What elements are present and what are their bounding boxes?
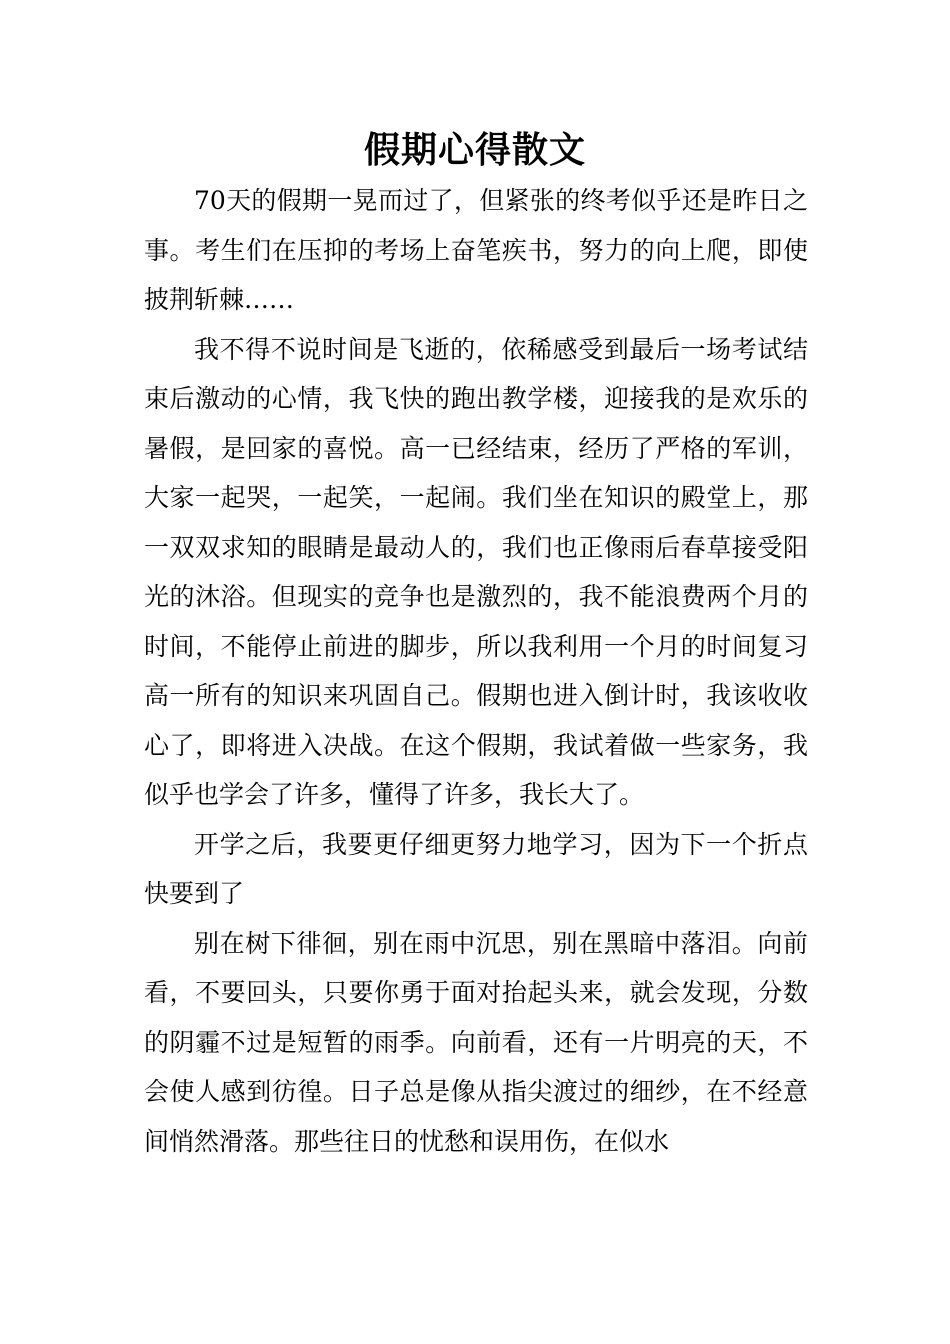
paragraph-1: 70天的假期一晃而过了，但紧张的终考似乎还是昨日之事。考生们在压抑的考场上奋笔疾书，努力的向上爬，即使披荆斩棘…… <box>144 186 808 314</box>
paragraph-3: 开学之后，我要更仔细更努力地学习，因为下一个折点快要到了 <box>144 829 808 908</box>
document-body <box>144 176 808 1166</box>
document-title: 假期心得散文 <box>363 129 586 171</box>
paragraph-4: 别在树下徘徊，别在雨中沉思，别在黑暗中落泪。向前看，不要回头，只要你勇于面对抬起头来，就会发现，分数的阴霾不过是短暂的雨季。向前看，还有一片明亮的天，不会使人感到彷徨。日子总是像从指尖渡过的细纱，在不经意间悄然滑落。那些往日的忧愁和误用伤，在似水 <box>144 928 808 1156</box>
paragraph-2: 我不得不说时间是飞逝的，依稀感受到最后一场考试结束后激动的心情，我飞快的跑出教学楼，迎接我的是欢乐的暑假，是回家的喜悦。高一已经结束，经历了严格的军训，大家一起哭，一起笑，一起闹。我们坐在知识的殿堂上，那一双双求知的眼睛是最动人的，我们也正像雨后春草接受阳光的沐浴。但现实的竞争也是激烈的，我不能浪费两个月的时间，不能停止前进的脚步，所以我利用一个月的时间复习高一所有的知识来巩固自己。假期也进入倒计时，我该收收心了，即将进入决战。在这个假期，我试着做一些家务，我似乎也学会了许多，懂得了许多，我长大了。 <box>144 334 808 809</box>
